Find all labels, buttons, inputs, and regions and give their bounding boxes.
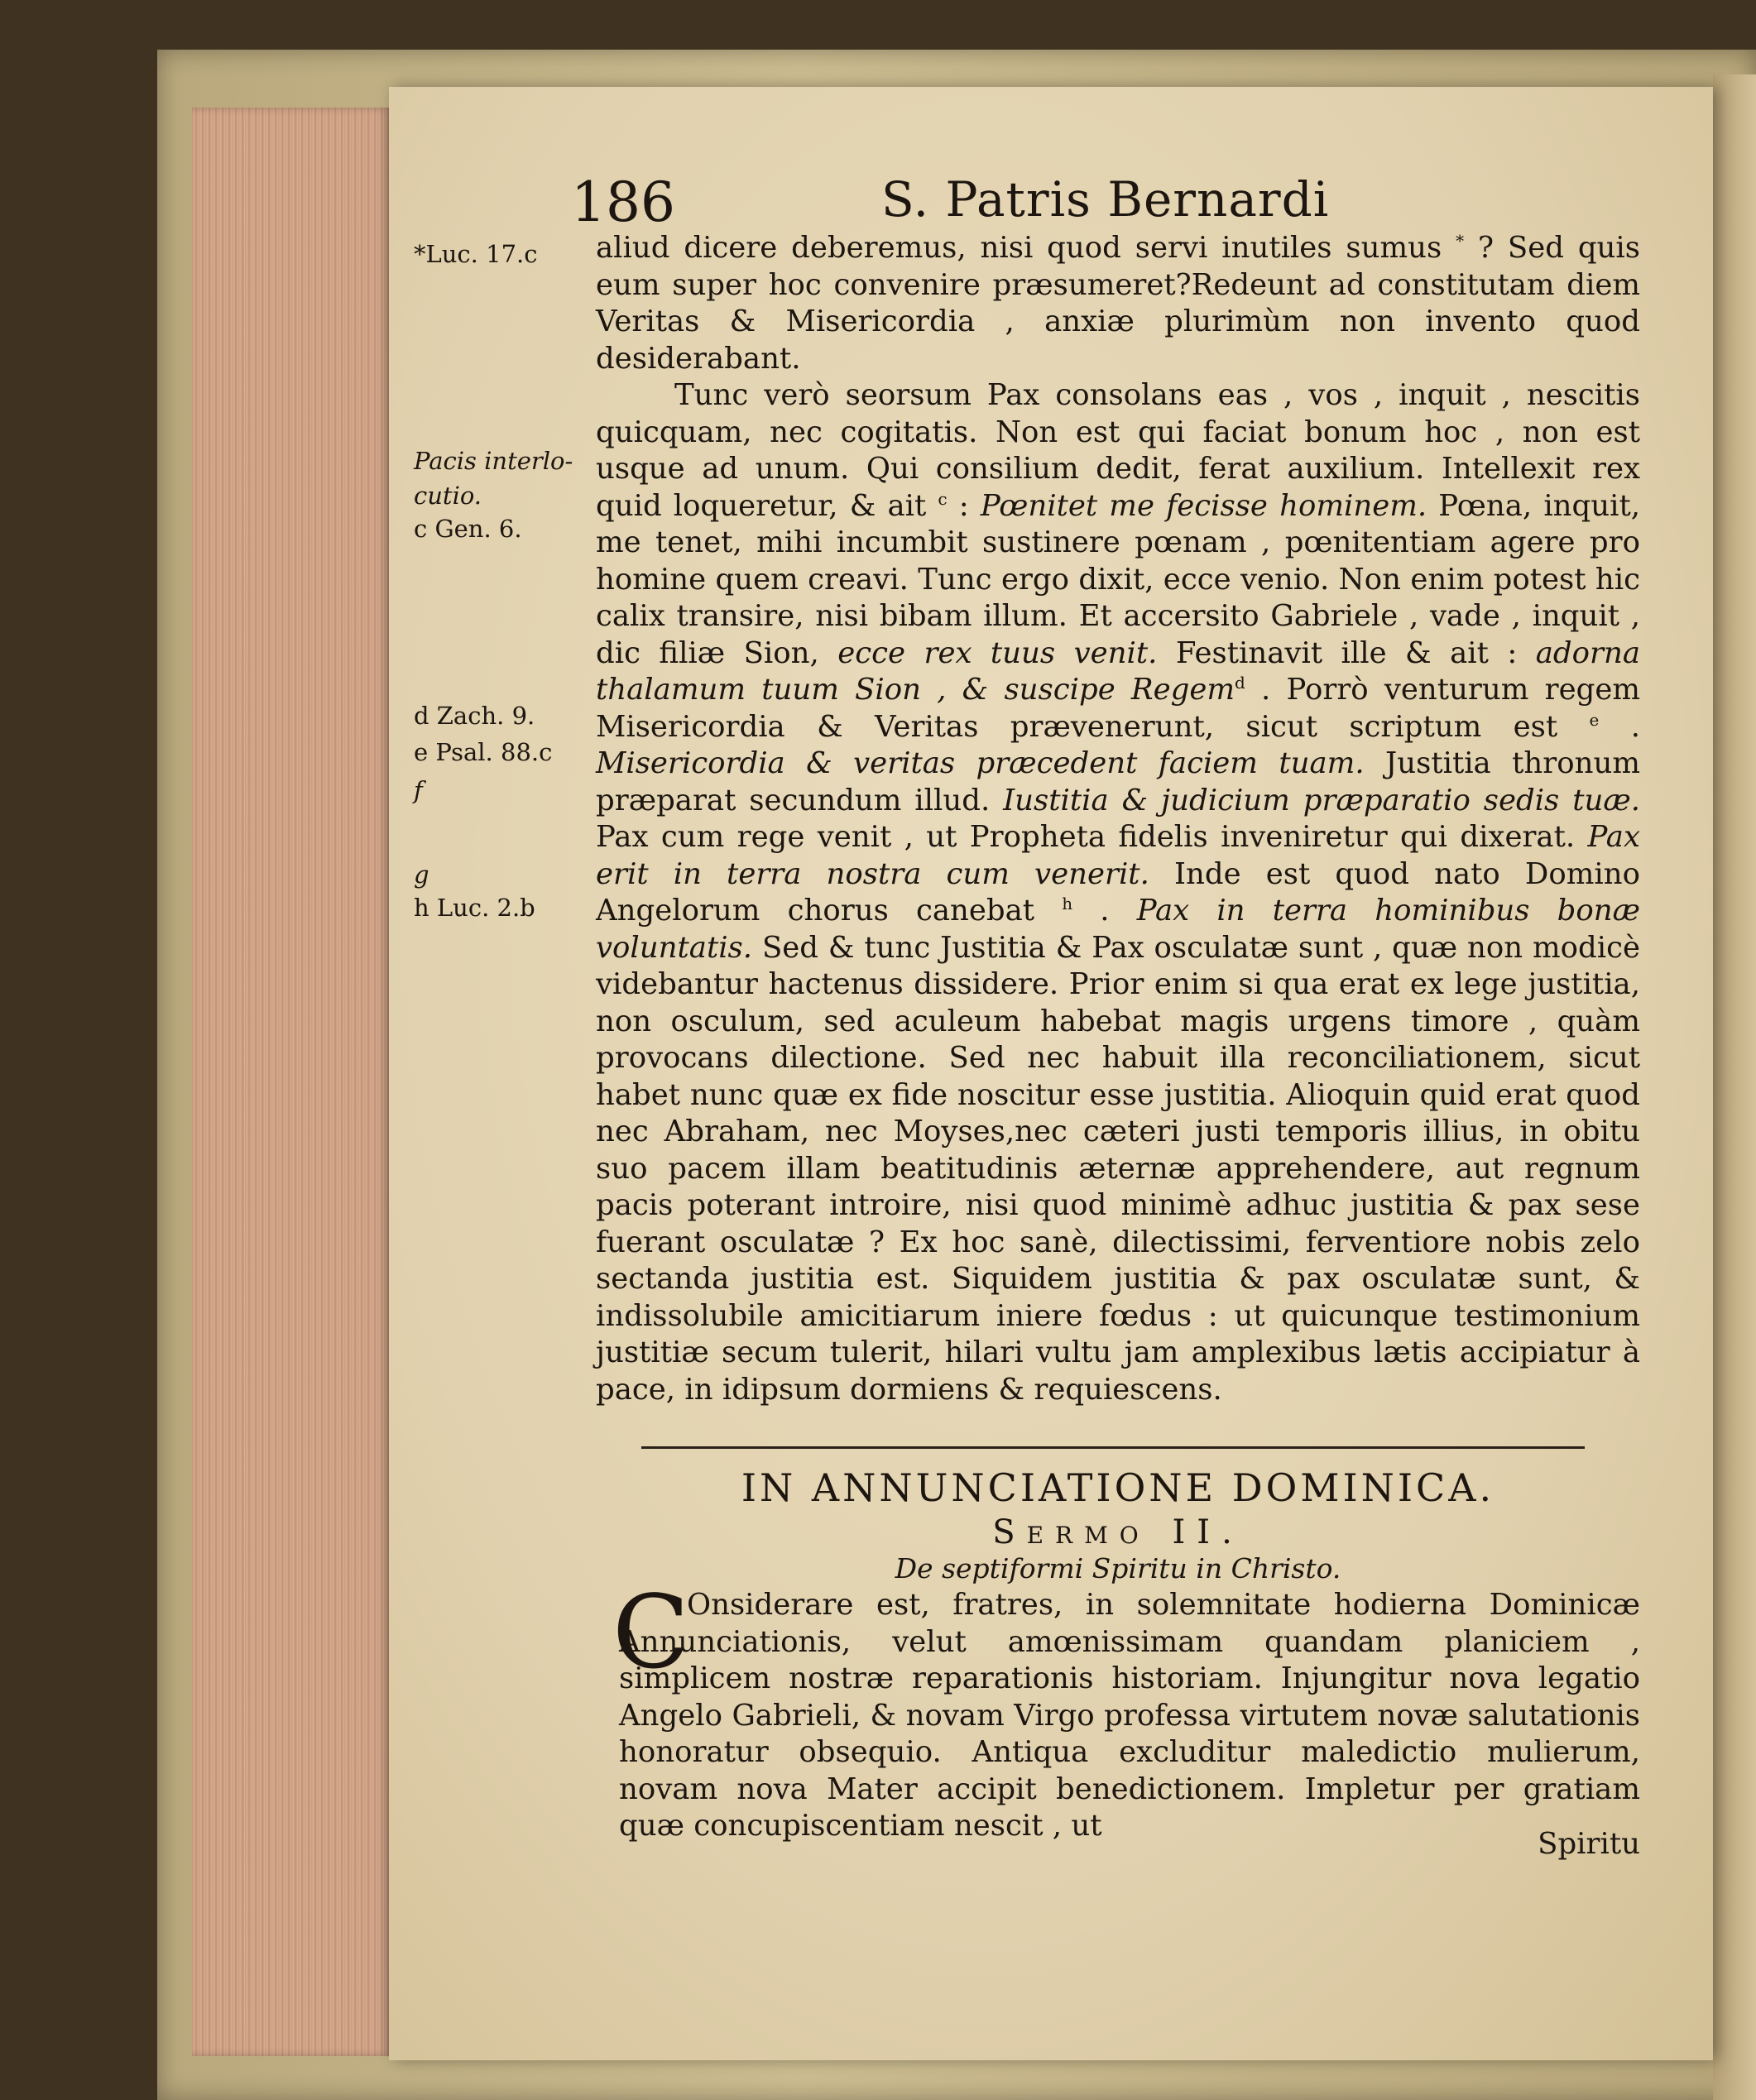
margin-note-pacis-text: Pacis interlo- [414, 447, 573, 475]
quote-zach-1: ecce rex tuus venit. [837, 635, 1158, 670]
margin-note-pacis [414, 447, 588, 475]
para2-text-l: Sed & tunc Justitia & Pax osculatæ sunt , quæ non modicè videbantur hactenus dissidere. Prior enim si qua erat ex lege justitia, non osculum, sed aculeum habebat magis urgens timore , quàm provocans dilectione. Sed nec habuit illa reconciliationem, sicut habet nunc quæ ex fide noscitur esse justitia. Alioquin quid erat quod nec Abraham, nec Moyses,nec cæteri justi temporis illius, in obitu suo pacem illam beatitudinis æternæ apprehendere, aut regnum pacis poterant introire, nisi quod minimè adhuc justitia & pax sese fuerant osculatæ ? Ex hoc sanè, dilectissimi, ferventiore nobis zelo sectanda justitia est. Siquidem justitia & pax osculatæ sunt, & indissolubile amicitiarum iniere fœdus : ut quicunque testimonium justitiæ secum tulerit, hilari vultu jam amplexibus lætis accipiatur à pace, in idipsum dormiens & requiescens. [596, 930, 1640, 1407]
page-number: 186 [571, 170, 675, 234]
quote-pax: Pax erit in terra nostra cum venerit. [596, 820, 1640, 891]
paragraph-2 [596, 377, 1640, 1408]
margin-note-gen: c Gen. 6. [414, 515, 522, 543]
margin-note-cutio-text: cutio. [414, 482, 482, 510]
quote-luke: Pax in terra hominibus bonæ voluntatis. [596, 894, 1640, 965]
para1-text-a: aliud dicere deberemus, nisi quod servi inutiles sumus [596, 231, 1456, 265]
sermon-subtitle: De septiformi Spiritu in Christo. [895, 1552, 1341, 1585]
margin-note-g-text: g [414, 861, 429, 889]
para2-text-h: Justitia thronum præparat secundum illud. [596, 746, 1640, 817]
footnote-mark-d: d [1235, 673, 1245, 693]
para2-text-j: Inde est quod nato Domino Angelorum chorus canebat [596, 856, 1640, 928]
quote-genesis: Pœnitet me fecisse hominem. [980, 488, 1427, 523]
margin-note-f-text: f [414, 776, 423, 804]
margin-note-luc-2: h Luc. 2.b [414, 894, 535, 922]
margin-note-zach: d Zach. 9. [414, 702, 535, 730]
para2-text-i: Pax cum rege venit , ut Propheta fidelis inveniretur qui dixerat. [596, 820, 1588, 854]
footnote-mark-e: e [1589, 709, 1600, 730]
para2-text-b: : [947, 488, 981, 523]
para2-text-f: . Porrò venturum regem Misericordia & Veritas prævenerunt, sicut scriptum est [596, 673, 1640, 744]
footnote-mark: * [1456, 231, 1465, 252]
page-edges [192, 108, 391, 2056]
margin-note-luc-17: *Luc. 17.c [414, 240, 538, 268]
main-text [596, 230, 1640, 1408]
margin-note-g [414, 861, 588, 889]
footnote-mark-c: c [938, 488, 948, 509]
sermon-paragraph: Onsiderare est, fratres, in solemnitate hodierna Dominicæ Annunciationis, velut amœnissimam quandam planiciem , simplicem nostræ reparationis historiam. Injungitur nova legatio Angelo Gabrieli, & novam Virgo professa virtutem novæ salutationis honoratur obsequio. Antiqua excluditur maledictio mulierum, novam nova Mater accipit benedictionem. Impletur per gratiam quæ concupiscentiam nescit , ut [619, 1588, 1640, 1843]
catchword: Spiritu [1538, 1827, 1640, 1861]
margin-note-f [414, 776, 588, 804]
para2-text-e: Festinavit ille & ait : [1157, 635, 1536, 670]
quote-psalm: Misericordia & veritas præcedent faciem tuam. [596, 746, 1365, 780]
running-head: S. Patris Bernardi [881, 171, 1330, 228]
para2-text-a: Tunc verò seorsum Pax consolans eas , vos , inquit , nescitis quicquam, nec cogitatis. Non est qui faciat bonum hoc , non est usque ad unum. Qui consilium dedit, ferat auxilium. Intellexit rex quid loqueretur, & ait [596, 378, 1640, 523]
paragraph-1 [596, 230, 1640, 377]
drop-cap: C [612, 1574, 690, 1691]
para1-text-b: ? Sed quis eum super hoc convenire præsumeret?Redeunt ad constitutam diem Veritas & Misericordia , anxiæ plurimùm non invento quod desiderabant. [596, 231, 1640, 376]
para2-text-g: . [1599, 709, 1640, 744]
quote-justitia: Iustitia & judicium præparatio sedis tuæ. [1003, 783, 1640, 817]
footnote-mark-h: h [1062, 894, 1073, 914]
sermon-text [619, 1587, 1640, 1845]
section-divider [641, 1446, 1585, 1449]
para2-text-k: . [1072, 894, 1137, 928]
margin-note-cutio [414, 482, 588, 510]
para2-text-d: Pœna, inquit, me tenet, mihi incumbit sustinere pœnam , pœnitentiam agere pro homine quem creavi. Tunc ergo dixit, ecce venio. Non enim potest hic calix transire, nisi bibam illum. Et accersito Gabriele , vade , inquit , dic filiæ Sion, [596, 488, 1641, 670]
quote-zach-2: adorna thalamum tuum Sion , & suscipe Regem [596, 635, 1640, 707]
facing-page-edge [1713, 74, 1756, 2100]
section-title: IN ANNUNCIATIONE DOMINICA. [741, 1465, 1495, 1510]
margin-note-psal: e Psal. 88.c [414, 738, 553, 766]
sermon-label: Sermo II. [992, 1513, 1244, 1551]
